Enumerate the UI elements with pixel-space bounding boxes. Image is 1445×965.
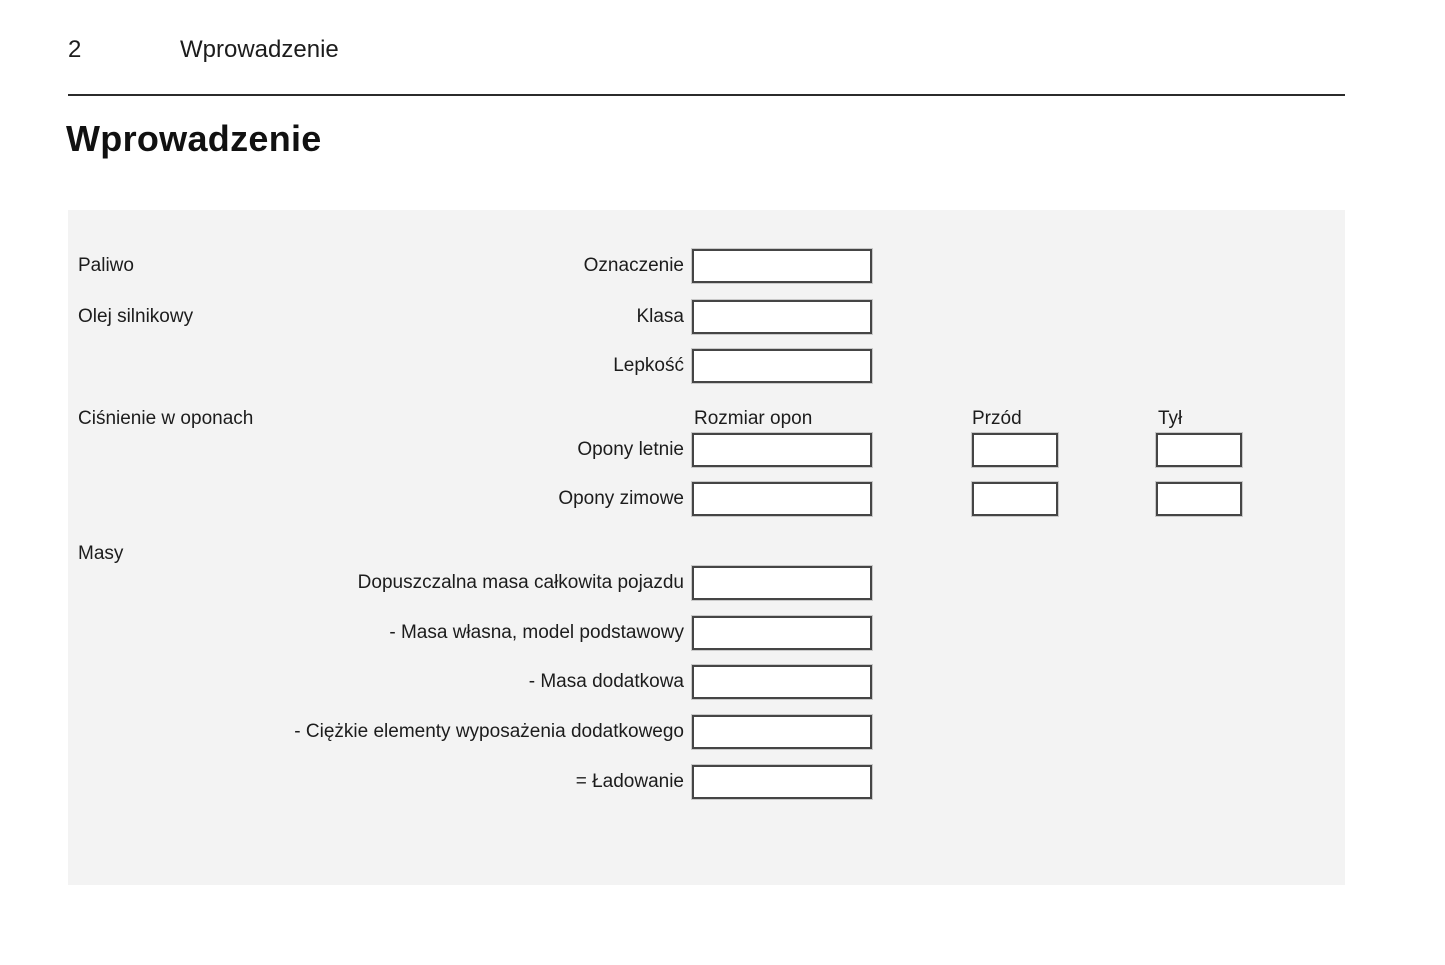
klasa-input[interactable] [692, 300, 872, 334]
engine-oil-label: Olej silnikowy [78, 306, 194, 327]
przod-colhead: Przód [972, 408, 1022, 429]
header-rule [68, 94, 1345, 96]
fuel-label: Paliwo [78, 255, 134, 276]
ciezkie-elementy-input[interactable] [692, 715, 872, 749]
ladowanie-input[interactable] [692, 765, 872, 799]
masy-label: Masy [78, 543, 124, 564]
tire-pressure-label: Ciśnienie w oponach [78, 408, 254, 429]
page-title: Wprowadzenie [66, 118, 322, 159]
masa-calkowita-input[interactable] [692, 566, 872, 600]
tyl-colhead: Tył [1158, 408, 1183, 429]
masa-wlasna-label: - Masa własna, model podstawowy [389, 622, 684, 643]
masa-dodatkowa-label: - Masa dodatkowa [528, 671, 684, 692]
oznaczenie-label: Oznaczenie [583, 255, 684, 276]
ciezkie-elementy-label: - Ciężkie elementy wyposażenia dodatkowego [294, 721, 684, 742]
lepkosc-input[interactable] [692, 349, 872, 383]
lepkosc-label: Lepkość [613, 355, 684, 376]
masa-dodatkowa-input[interactable] [692, 665, 872, 699]
data-panel [68, 210, 1345, 885]
ladowanie-label: = Ładowanie [575, 771, 684, 792]
opony-letnie-tyl-input[interactable] [1156, 433, 1242, 467]
opony-zimowe-rozmiar-input[interactable] [692, 482, 872, 516]
chapter-header: Wprowadzenie [180, 36, 339, 63]
rozmiar-opon-colhead: Rozmiar opon [694, 408, 813, 429]
opony-letnie-rozmiar-input[interactable] [692, 433, 872, 467]
oznaczenie-input[interactable] [692, 249, 872, 283]
masa-wlasna-input[interactable] [692, 616, 872, 650]
opony-zimowe-przod-input[interactable] [972, 482, 1058, 516]
page-number: 2 [68, 36, 82, 63]
opony-letnie-label: Opony letnie [577, 439, 684, 460]
opony-letnie-przod-input[interactable] [972, 433, 1058, 467]
klasa-label: Klasa [636, 306, 684, 327]
masa-calkowita-label: Dopuszczalna masa całkowita pojazdu [357, 572, 684, 593]
opony-zimowe-label: Opony zimowe [558, 488, 684, 509]
opony-zimowe-tyl-input[interactable] [1156, 482, 1242, 516]
